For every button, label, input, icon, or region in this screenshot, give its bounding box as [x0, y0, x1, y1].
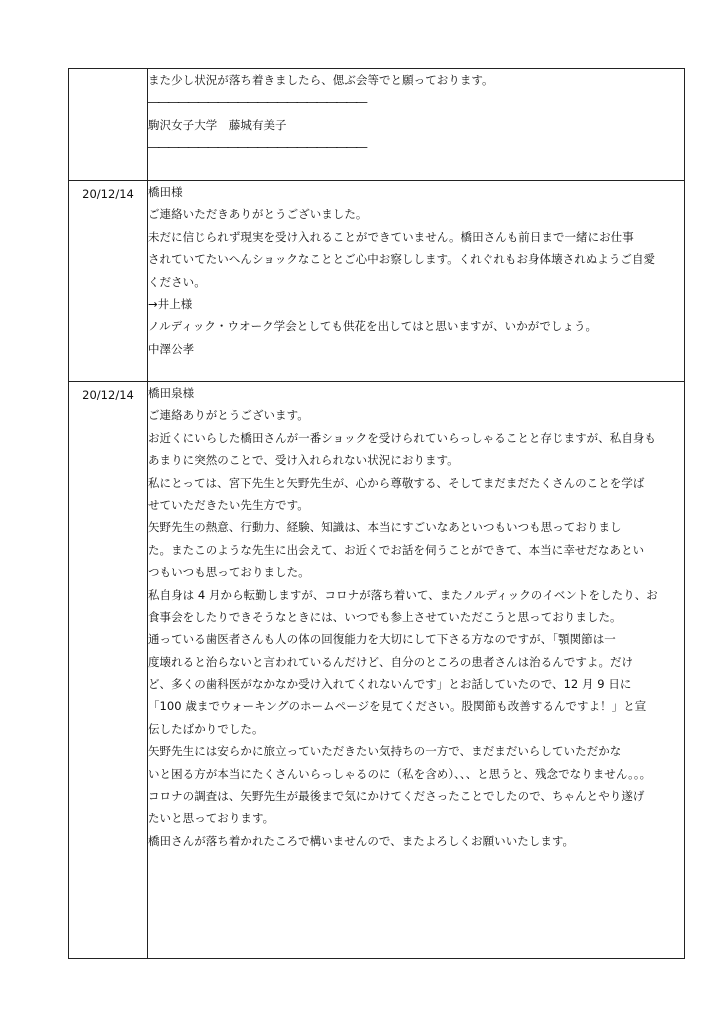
message-line: ください。 [148, 274, 206, 289]
date-text: 20/12/14 [82, 388, 134, 402]
message-line: せていただきたい先生方です。 [148, 497, 309, 512]
date-cell [69, 181, 148, 382]
message-line: いと困る方が本当にたくさんいらっしゃるのに（私を含め）、、、と思うと、残念でなりません。。。 [148, 766, 652, 781]
message-line: お近くにいらした橋田さんが一番ショックを受けられていらっしゃることと存じますが、私自身も [148, 430, 656, 445]
message-line: されていてたいへんショックなこととご心中お察しします。くれぐれもお身体壊されぬようご自愛 [148, 252, 656, 267]
date-text: 20/12/14 [82, 187, 134, 201]
message-line: た。またこのような先生に出会えて、お近くでお話を伺うことができて、本当に幸せだなあとい [148, 542, 645, 557]
message-line: つもいつも思っておりました。 [148, 565, 310, 580]
signature-line: 中澤公孝 [148, 341, 195, 356]
log-row [69, 382, 685, 959]
message-cell [148, 382, 685, 959]
message-line: ご連絡いただきありがとうございました。 [148, 207, 368, 222]
addressee-line: 橋田泉様 [148, 386, 195, 400]
signature-line: 駒沢女子大学 藤城有美子 [148, 117, 287, 132]
separator-line: ―――――――――――――――――――――― [148, 140, 366, 155]
message-line: 矢野先生の熱意、行動力、経験、知識は、本当にすごいなあといつもいつも思っておりまし [148, 520, 622, 535]
separator-line: ―――――――――――――――――――――― [148, 95, 366, 110]
message-line: 通っている歯医者さんも人の体の回復能力を大切にして下さる方なのですが、「顎関節は一 [148, 632, 616, 647]
addressee-line: 橋田様 [148, 185, 183, 199]
message-line: 度壊れると治らないと言われているんだけど、自分のところの患者さんは治るんですよ。だけ [148, 654, 634, 669]
message-line: 「100 歳までウォーキングのホームページを見てください。股関節も改善するんですよ！」と宣 [148, 699, 647, 714]
message-line: 私にとっては、宮下先生と矢野先生が、心から尊敬する、そしてまだまだたくさんのことを学ば [148, 475, 645, 490]
message-cell [148, 69, 685, 181]
message-line: →井上様 [148, 296, 193, 311]
message-line: ノルディック・ウオーク学会としても供花を出してはと思いますが、いかがでしょう。 [148, 319, 598, 334]
log-row [69, 181, 685, 382]
message-line: また少し状況が落ち着きましたら、偲ぶ会等でと願っております。 [148, 73, 494, 87]
message-line: あまりに突然のことで、受け入れられない状況におります。 [148, 453, 459, 468]
message-line: たいと思っております。 [148, 811, 275, 826]
message-cell [148, 181, 685, 382]
date-cell [69, 382, 148, 959]
message-line: 私自身は 4 月から転勤しますが、コロナが落ち着いて、またノルディックのイベントをしたり、お [148, 587, 658, 602]
message-line: 未だに信じられず現実を受け入れることができていません。橋田さんも前日まで一緒にお仕事 [148, 229, 634, 244]
log-row [69, 69, 685, 181]
message-line: ど、多くの歯科医がなかなか受け入れてくれないんです」とお話していたので、12 月 9 日に [148, 677, 632, 692]
message-line: 矢野先生には安らかに旅立っていただきたい気持ちの一方で、まだまだいらしていただかな [148, 744, 622, 759]
date-cell [69, 69, 148, 181]
message-line: ご連絡ありがとうございます。 [148, 408, 309, 423]
message-log-table [68, 68, 685, 959]
message-line: 橋田さんが落ち着かれたころで構いませんので、またよろしくお願いいたします。 [148, 833, 575, 848]
message-line: 食事会をしたりできそうなときには、いつでも参上させていただこうと思っておりました。 [148, 609, 622, 624]
message-line: コロナの調査は、矢野先生が最後まで気にかけてくださったことでしたので、ちゃんとやり遂げ [148, 789, 645, 804]
message-line: 伝したばかりでした。 [148, 721, 264, 736]
